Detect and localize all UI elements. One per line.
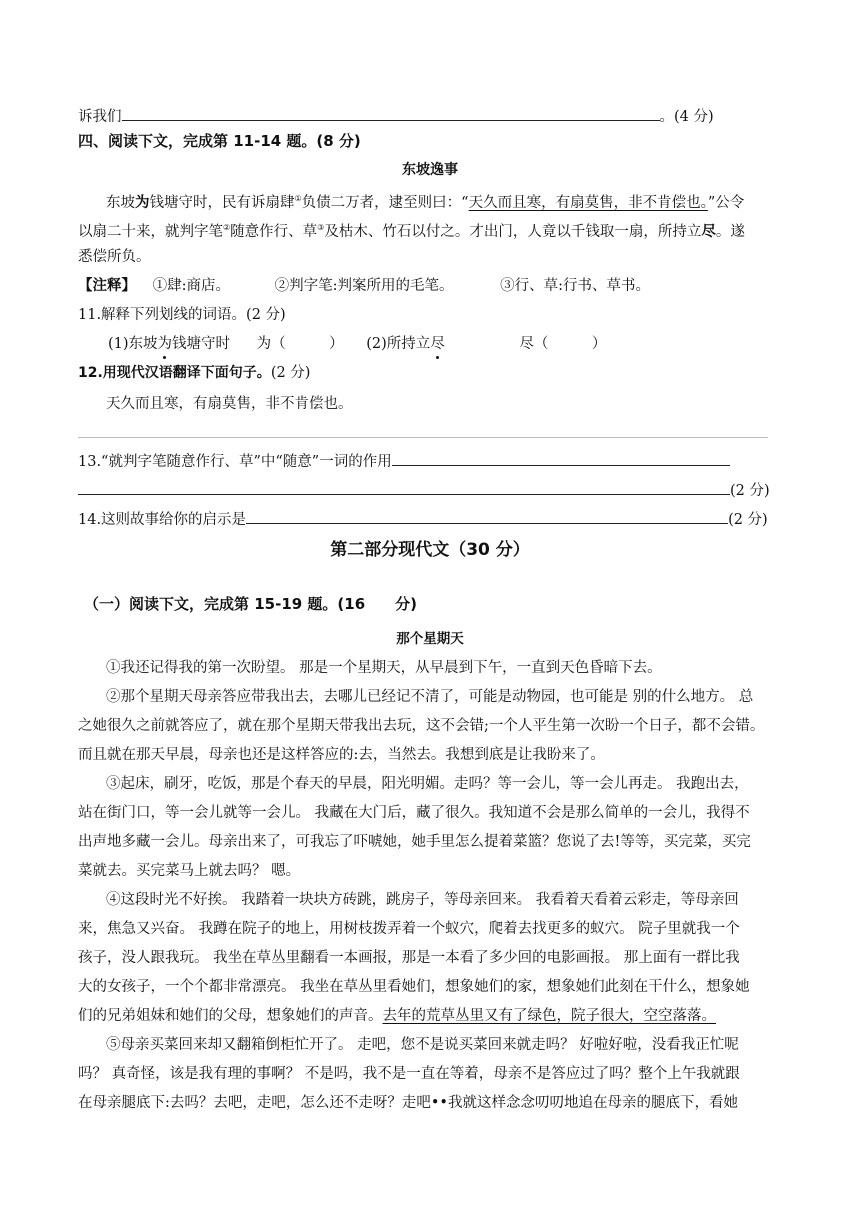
story-line: 站在街门口，等一会儿就等一会儿。 我藏在大门后，藏了很久。我知道不会是那么简单的一会儿，我得不 <box>78 805 750 821</box>
text: 14.这则故事给你的启示是 <box>78 512 247 528</box>
story-line: 来，焦急又兴奋。 我蹲在院子的地上，用树枝拨弄着一个蚁穴，爬着去找更多的蚁穴。 院子里就我一个 <box>78 921 740 937</box>
underlined-quote: 天久而且寒，有扇莫售，非不肯偿也。 <box>468 194 708 211</box>
passage-title: 东坡逸事 <box>402 162 458 178</box>
dotted-word: 为 <box>157 336 173 352</box>
passage-line-1 <box>106 189 744 213</box>
answer-blank[interactable] <box>246 509 728 524</box>
text: 尽 <box>701 222 716 240</box>
notes-label: 【注释】 <box>78 277 136 294</box>
text: 及枯木、竹石以付之。才出门，人竟以千钱取一扇，所持立 <box>324 223 702 240</box>
text: (2 分) <box>730 483 770 499</box>
story-line: 菜就去。买完菜马上就去吗？ 嗯。 <box>78 863 301 879</box>
q13 <box>78 451 730 472</box>
story-line: ①我还记得我的第一次盼望。 那是一个星期天，从早晨到下午，一直到天色昏暗下去。 <box>106 660 662 676</box>
text: 钱塘守时，民有诉扇肆 <box>149 194 295 211</box>
notes <box>78 276 650 296</box>
story-line: ④这段时光不好挨。 我踏着一块块方砖跳，跳房子，等母亲回来。 我看着天看着云彩走，等母亲回 <box>106 892 739 908</box>
text: 12.用现代汉语翻译下面句子。 <box>78 365 271 381</box>
answer-blank-1[interactable]: 为（ ） <box>256 336 344 352</box>
footnote-marker: ① <box>294 194 302 203</box>
text: 随意作行、草 <box>230 223 318 240</box>
prev-question-score: 。(4 分) <box>659 109 714 125</box>
story-line: ⑤母亲买菜回来却又翻箱倒柜忙开了。 走吧，您不是说买菜回来就走吗？ 好啦好啦，没看我正忙呢 <box>106 1037 739 1053</box>
note-1: ①肆:商店。 <box>152 278 230 294</box>
section-heading: 四、阅读下文，完成第 11-14 题。(8 分) <box>78 132 361 150</box>
part-title: 第二部分现代文（30 分） <box>330 540 530 560</box>
text: 13.“就判字笔随意作行、草”中“随意”一词的作用 <box>78 454 392 470</box>
answer-blank[interactable] <box>78 480 730 495</box>
passage-line-3: 悉偿所负。 <box>78 249 151 265</box>
story-line: 出声地多藏一会儿。母亲出来了，可我忘了吓唬她，她手里怎么提着菜篮？您说了去!等等，买完菜，买完 <box>78 834 751 850</box>
answer-blank[interactable] <box>122 106 660 121</box>
dotted-word: 尽 <box>430 336 445 352</box>
text: (2 分) <box>270 365 311 381</box>
q11-items <box>108 334 606 354</box>
story-line: 而且就在那天早晨，母亲也还是这样答应的:去，当然去。我想到底是让我盼来了。 <box>78 747 605 763</box>
story-line: 在母亲腿底下:去吗？去吧，走吧，怎么还不走呀？走吧••我就这样念念叨叨地追在母亲的腿底下，看她 <box>78 1095 738 1111</box>
underlined-sentence: 去年的荒草丛里又有了绿色，院子很大，空空落落。 <box>382 1008 716 1024</box>
footnote-marker: ② <box>223 223 231 232</box>
text: ”公令 <box>707 194 745 211</box>
q11-stem: 11.解释下列划线的词语。(2 分) <box>78 307 286 323</box>
story-line: ③起床，刷牙，吃饭，那是个春天的早晨，阳光明媚。走吗？等一会儿，等一会儿再走。 我跑出去， <box>106 776 749 792</box>
text: 们的兄弟姐妹和她们的父母，想象她们的声音。 <box>78 1008 383 1024</box>
story-line: ②那个星期天母亲答应带我出去，去哪儿已经记不清了，可能是动物园，也可能是 别的什么地方。 总 <box>106 689 754 705</box>
q12-sentence: 天久而且寒，有扇莫售，非不肯偿也。 <box>106 396 353 412</box>
text: 为 <box>135 193 150 211</box>
text: 负债二万者，逮至则曰：“ <box>301 194 469 211</box>
text: (2)所持立 <box>366 336 431 352</box>
note-2: ②判字笔:判案所用的毛笔。 <box>274 278 454 294</box>
q13-cont <box>78 480 770 501</box>
answer-line-prev <box>78 106 714 127</box>
q14 <box>78 509 768 530</box>
text: 钱塘守时 <box>172 336 231 352</box>
text: 以扇二十来，就判字笔 <box>78 223 223 240</box>
story-line: 大的女孩子，一个个都非常漂亮。 我坐在草丛里看她们，想象她们的家，想象她们此刻在干什么，想象她 <box>78 979 750 995</box>
text: (2 分) <box>728 512 768 528</box>
passage-line-2 <box>78 218 745 242</box>
story-line <box>78 1006 716 1026</box>
footnote-marker: ③ <box>317 223 325 232</box>
text: 东坡 <box>106 194 135 211</box>
prev-question-tail: 诉我们 <box>78 109 122 125</box>
q12-stem <box>78 363 310 383</box>
story-line: 之她很久之前就答应了，就在那个星期天带我出去玩，这不会错;一个人平生第一次盼一个日子，都不会错。 <box>78 718 765 734</box>
answer-blank[interactable] <box>392 451 730 466</box>
answer-blank-2[interactable]: 尽（ ） <box>519 336 607 352</box>
part2-subheading: （一）阅读下文，完成第 15-19 题。(16 分) <box>84 595 418 613</box>
story-title: 那个星期天 <box>396 631 464 647</box>
note-3: ③行、草:行书、草书。 <box>500 278 650 294</box>
answer-rule[interactable] <box>78 437 768 438</box>
text: 。遂 <box>715 223 745 240</box>
story-line: 吗？ 真奇怪，该是我有理的事啊？ 不是吗，我不是一直在等着，母亲不是答应过了吗？整个上午我就跟 <box>78 1066 740 1082</box>
text: (1)东坡 <box>108 336 158 352</box>
story-line: 孩子，没人跟我玩。 我坐在草丛里翻看一本画报，那是一本看了多少回的电影画报。 那上面有一群比我 <box>78 950 740 966</box>
